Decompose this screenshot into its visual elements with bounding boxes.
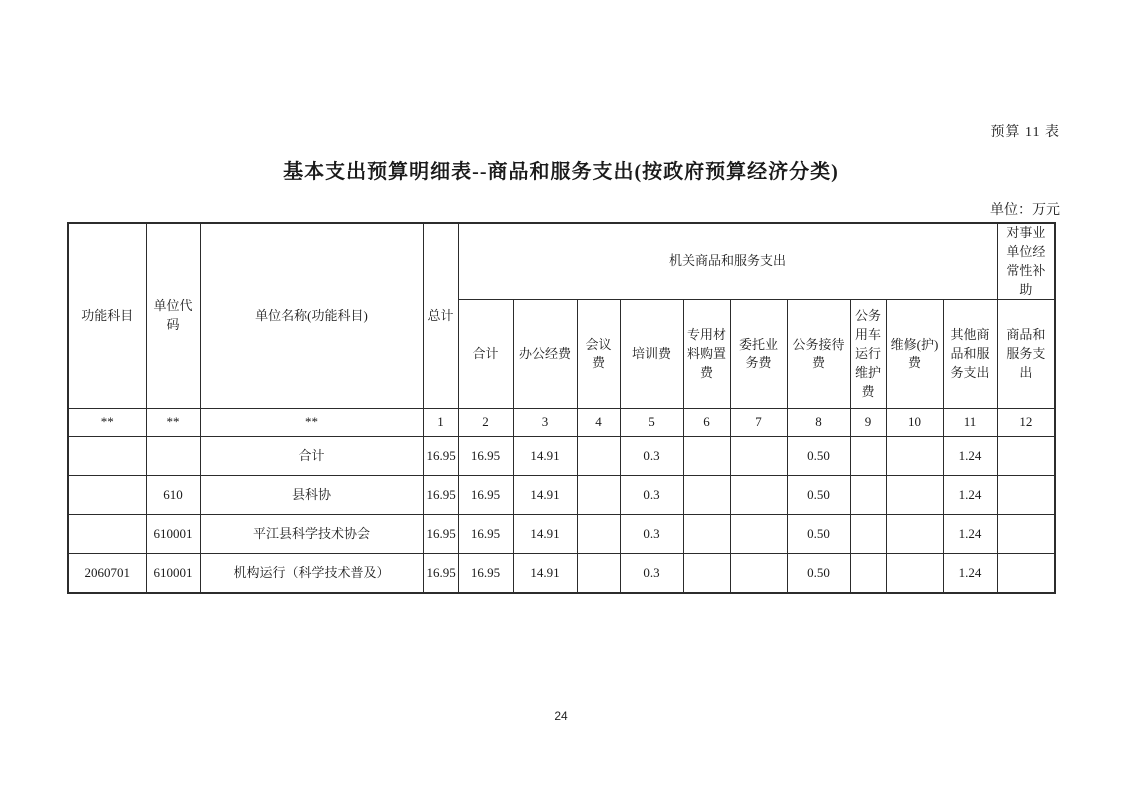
- cell-unit-code: [146, 437, 200, 476]
- index-cell: **: [200, 409, 423, 437]
- cell-value: [850, 437, 886, 476]
- cell-value: [997, 554, 1055, 593]
- header-commissioned-business: 委托业务费: [730, 300, 787, 409]
- header-meeting-fee: 会议费: [577, 300, 620, 409]
- cell-value: [997, 437, 1055, 476]
- header-repair-fee: 维修(护)费: [886, 300, 943, 409]
- cell-value: 14.91: [513, 515, 577, 554]
- cell-value: [683, 476, 730, 515]
- cell-value: 14.91: [513, 476, 577, 515]
- cell-func-subject: [68, 437, 146, 476]
- cell-value: [886, 476, 943, 515]
- index-cell: **: [68, 409, 146, 437]
- header-subsidy-goods-services: 商品和服务支出: [997, 300, 1055, 409]
- cell-value: 16.95: [423, 515, 458, 554]
- index-cell: 4: [577, 409, 620, 437]
- index-cell: 8: [787, 409, 850, 437]
- cell-value: 0.50: [787, 476, 850, 515]
- cell-func-subject: [68, 515, 146, 554]
- cell-value: 1.24: [943, 554, 997, 593]
- cell-unit-name: 合计: [200, 437, 423, 476]
- table-row: [68, 476, 1055, 515]
- index-cell: 5: [620, 409, 683, 437]
- cell-value: 16.95: [458, 554, 513, 593]
- cell-value: 0.50: [787, 437, 850, 476]
- cell-value: 14.91: [513, 437, 577, 476]
- cell-value: [997, 515, 1055, 554]
- cell-value: [683, 515, 730, 554]
- cell-value: [730, 437, 787, 476]
- cell-unit-name: 县科协: [200, 476, 423, 515]
- budget-table: [67, 222, 1056, 594]
- cell-value: [850, 476, 886, 515]
- cell-value: [730, 515, 787, 554]
- index-cell: 10: [886, 409, 943, 437]
- header-unit-name: 单位名称(功能科目): [200, 223, 423, 409]
- cell-unit-code: 610001: [146, 515, 200, 554]
- cell-value: 16.95: [423, 554, 458, 593]
- header-special-materials: 专用材料购置费: [683, 300, 730, 409]
- cell-value: [683, 437, 730, 476]
- header-org-total: 合计: [458, 300, 513, 409]
- cell-value: 0.3: [620, 437, 683, 476]
- cell-value: 0.50: [787, 515, 850, 554]
- header-office-expense: 办公经费: [513, 300, 577, 409]
- cell-value: 14.91: [513, 554, 577, 593]
- cell-value: [730, 476, 787, 515]
- index-row: [68, 409, 1055, 437]
- index-cell: 3: [513, 409, 577, 437]
- table-row: [68, 554, 1055, 593]
- cell-func-subject: 2060701: [68, 554, 146, 593]
- table-row: [68, 515, 1055, 554]
- header-org-group: 机关商品和服务支出: [458, 223, 997, 300]
- index-cell: 11: [943, 409, 997, 437]
- cell-value: [577, 554, 620, 593]
- table-row: [68, 437, 1055, 476]
- index-cell: 1: [423, 409, 458, 437]
- header-official-reception: 公务接待费: [787, 300, 850, 409]
- cell-value: [886, 554, 943, 593]
- cell-value: 16.95: [458, 437, 513, 476]
- cell-value: 1.24: [943, 437, 997, 476]
- unit-note: 单位：万元: [990, 203, 1060, 218]
- cell-value: 16.95: [458, 476, 513, 515]
- cell-value: 0.3: [620, 476, 683, 515]
- cell-value: [886, 515, 943, 554]
- cell-value: [850, 554, 886, 593]
- header-other-goods-services: 其他商品和服务支出: [943, 300, 997, 409]
- cell-value: [577, 437, 620, 476]
- cell-unit-name: 机构运行（科学技术普及）: [200, 554, 423, 593]
- header-func-subject: 功能科目: [68, 223, 146, 409]
- page-title: 基本支出预算明细表--商品和服务支出(按政府预算经济分类): [283, 161, 839, 183]
- cell-value: 16.95: [423, 476, 458, 515]
- cell-unit-name: 平江县科学技术协会: [200, 515, 423, 554]
- cell-value: 16.95: [458, 515, 513, 554]
- header-grand-total: 总计: [423, 223, 458, 409]
- cell-value: 0.3: [620, 554, 683, 593]
- cell-value: 0.3: [620, 515, 683, 554]
- cell-value: [730, 554, 787, 593]
- cell-value: 0.50: [787, 554, 850, 593]
- doc-label: 预算 11 表: [990, 125, 1060, 140]
- index-cell: 2: [458, 409, 513, 437]
- header-subsidy-group: 对事业单位经常性补助: [997, 223, 1055, 300]
- cell-unit-code: 610001: [146, 554, 200, 593]
- cell-value: [850, 515, 886, 554]
- cell-value: [577, 476, 620, 515]
- cell-func-subject: [68, 476, 146, 515]
- header-unit-code: 单位代码: [146, 223, 200, 409]
- page-number: 24: [554, 709, 568, 723]
- index-cell: 12: [997, 409, 1055, 437]
- cell-value: 16.95: [423, 437, 458, 476]
- cell-value: [577, 515, 620, 554]
- cell-value: 1.24: [943, 476, 997, 515]
- cell-unit-code: 610: [146, 476, 200, 515]
- index-cell: 9: [850, 409, 886, 437]
- header-training-fee: 培训费: [620, 300, 683, 409]
- index-cell: 6: [683, 409, 730, 437]
- header-vehicle-maintenance: 公务用车运行维护费: [850, 300, 886, 409]
- index-cell: 7: [730, 409, 787, 437]
- index-cell: **: [146, 409, 200, 437]
- cell-value: 1.24: [943, 515, 997, 554]
- cell-value: [886, 437, 943, 476]
- cell-value: [997, 476, 1055, 515]
- cell-value: [683, 554, 730, 593]
